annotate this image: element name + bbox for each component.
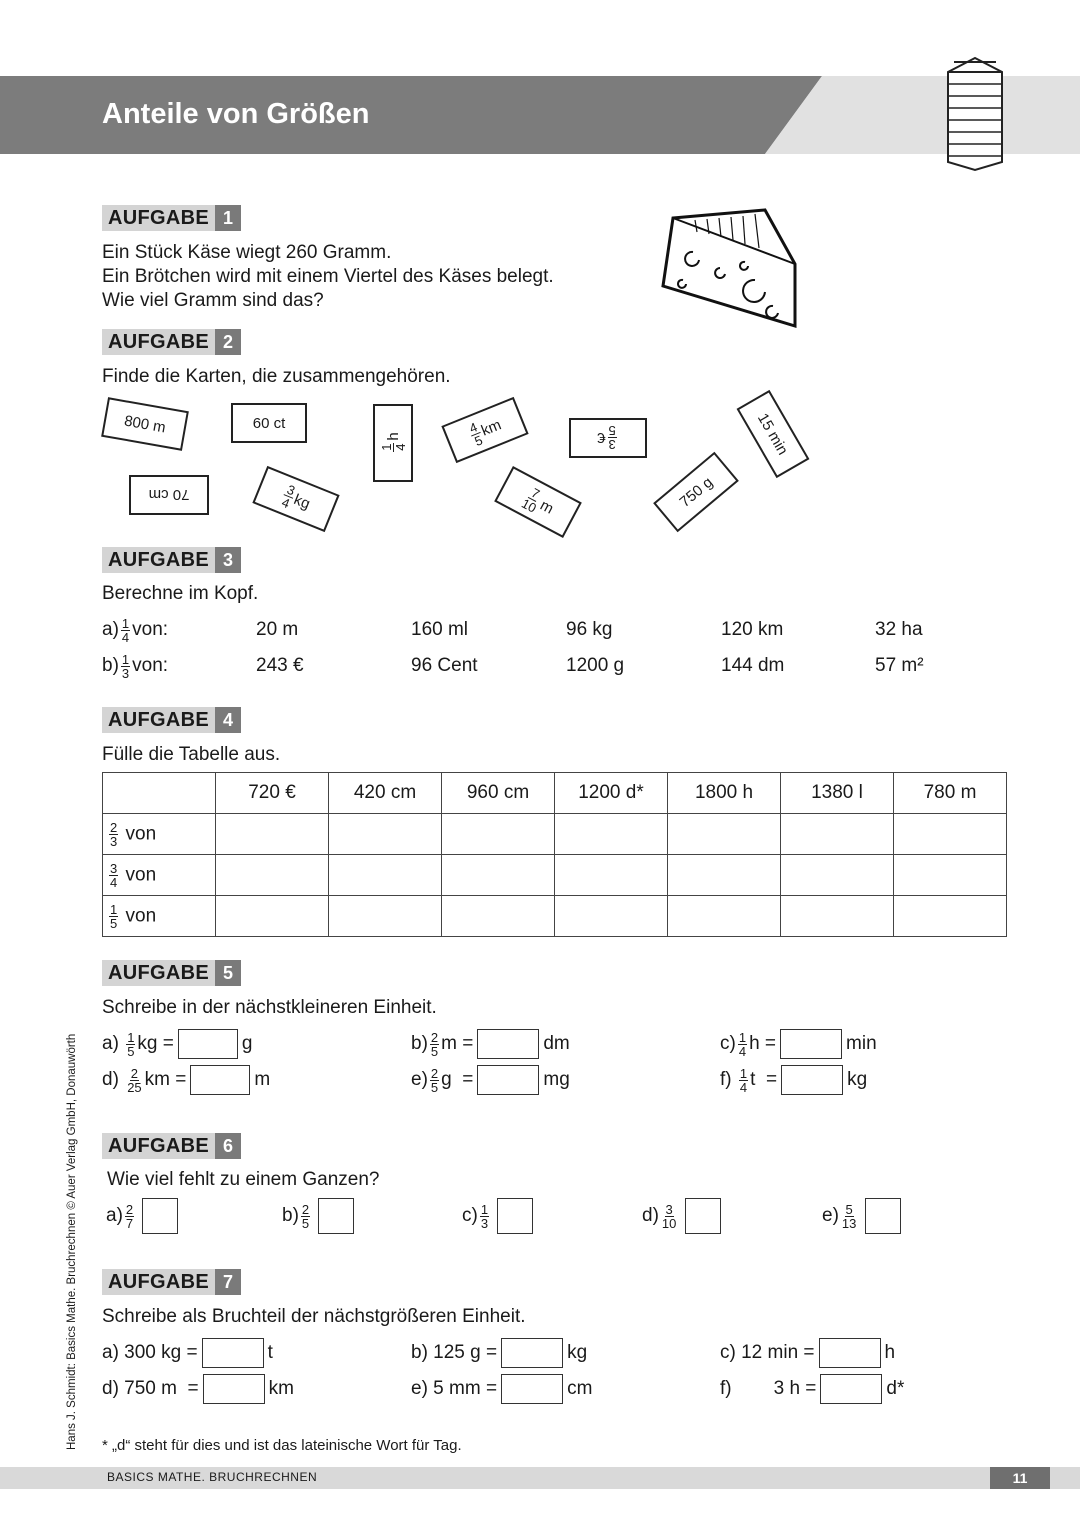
item-label: a) [102, 1033, 119, 1054]
fraction: 1 4 [738, 1029, 747, 1059]
task-label: AUFGABE [102, 960, 215, 986]
item-label: d) 750 m = [102, 1378, 199, 1399]
task-label: AUFGABE [102, 205, 215, 231]
answer-box[interactable] [820, 1374, 882, 1404]
table-header-cell: 1200 d* [555, 773, 668, 814]
card-text: 60 ct [252, 414, 286, 432]
table-header-row [103, 773, 1007, 814]
card-three-fifths-euro [569, 418, 647, 458]
table-cell-input[interactable] [442, 896, 555, 937]
t5-item-a [102, 1027, 252, 1061]
table-row [103, 814, 1007, 855]
footer-title: BASICS MATHE. BRUCHRECHNEN [107, 1470, 318, 1484]
table-cell-input[interactable] [668, 814, 781, 855]
answer-box[interactable] [203, 1374, 265, 1404]
answer-box[interactable] [318, 1198, 354, 1234]
t3-b-val: 96 Cent [411, 655, 478, 676]
equals: = [462, 1033, 474, 1054]
item-label: c) [462, 1205, 478, 1226]
fraction: 1 4 [739, 1065, 748, 1095]
answer-box[interactable] [685, 1198, 721, 1234]
task-label: AUFGABE [102, 1133, 215, 1159]
answer-box[interactable] [501, 1338, 563, 1368]
card-800m [101, 397, 189, 451]
task-6-text: Wie viel fehlt zu einem Ganzen? [107, 1169, 380, 1190]
fraction: 5 13 [841, 1201, 857, 1231]
item-label: c) [720, 1033, 736, 1054]
task-4-text: Fülle die Tabelle aus. [102, 744, 281, 765]
fraction: 3 4 [279, 481, 298, 511]
task-5-text: Schreibe in der nächstkleineren Einheit. [102, 997, 437, 1018]
item-label: f) [720, 1069, 732, 1090]
task-number: 6 [215, 1133, 241, 1159]
t3-a-val: 120 km [721, 619, 784, 640]
t7-item-a [102, 1336, 273, 1370]
item-label: b) [411, 1033, 428, 1054]
fraction: 3 5 [608, 423, 616, 453]
t6-item-d [642, 1199, 721, 1233]
item-label: e) [822, 1205, 839, 1226]
table-header-cell: 420 cm [329, 773, 442, 814]
table-row-header: $\frac{1}{5}$ von [103, 896, 216, 937]
task-5-label [102, 960, 241, 986]
task-number: 7 [215, 1269, 241, 1295]
unit: g [441, 1069, 452, 1090]
t3-a-val: 20 m [256, 619, 299, 640]
task-label: AUFGABE [102, 547, 215, 573]
fraction: 4 5 [466, 418, 485, 449]
t3-b-val: 57 m² [875, 655, 924, 676]
t5-item-d [102, 1063, 270, 1097]
table-header-cell: 780 m [894, 773, 1007, 814]
answer-box[interactable] [497, 1198, 533, 1234]
task-label: AUFGABE [102, 1269, 215, 1295]
task-number: 4 [215, 707, 241, 733]
task-7-text: Schreibe als Bruchteil der nächstgrößeren Einheit. [102, 1306, 526, 1327]
unit: t [750, 1069, 756, 1090]
item-label: b) [282, 1205, 299, 1226]
item-label: f) [720, 1378, 732, 1399]
card-70cm [129, 475, 209, 515]
fraction: 3 10 [661, 1201, 677, 1231]
t6-item-b [282, 1199, 354, 1233]
card-unit: h [384, 432, 402, 441]
item-label: d) [642, 1205, 659, 1226]
task-1-line-2: Ein Brötchen wird mit einem Viertel des Käses belegt. [102, 266, 554, 287]
table-cell-input[interactable] [894, 855, 1007, 896]
unit: h [884, 1342, 896, 1363]
table-cell-input[interactable] [555, 896, 668, 937]
answer-box[interactable] [142, 1198, 178, 1234]
footnote: * „d“ steht für dies und ist das lateinische Wort für Tag. [102, 1437, 462, 1454]
card-four-fifths-km [441, 397, 528, 463]
unit: m [254, 1069, 271, 1090]
fraction: 1 4 [121, 615, 130, 645]
table-row-header: $\frac{3}{4}$ von [103, 855, 216, 896]
table-cell-input[interactable] [781, 896, 894, 937]
card-text: 750 g [676, 473, 716, 511]
t6-item-e [822, 1199, 901, 1233]
item-value: 3 h = [773, 1378, 817, 1399]
fraction: 1 5 [127, 1029, 135, 1059]
t5-item-c [720, 1027, 877, 1061]
answer-box[interactable] [865, 1198, 901, 1234]
card-text: 15 min [754, 410, 792, 458]
table-row [103, 896, 1007, 937]
table-cell-input[interactable] [216, 855, 329, 896]
unit: kg [847, 1069, 868, 1090]
table-header-cell: 960 cm [442, 773, 555, 814]
t6-item-c [462, 1199, 533, 1233]
task-number: 2 [215, 329, 241, 355]
table-cell-input[interactable] [216, 814, 329, 855]
task-3-label [102, 547, 241, 573]
equals: = [765, 1069, 778, 1090]
table-cell-input[interactable] [781, 814, 894, 855]
unit: m [441, 1033, 457, 1054]
item-label: b) [102, 655, 119, 676]
fraction: 7 10 [519, 484, 543, 516]
fraction: 1 3 [121, 651, 130, 681]
t7-item-b [411, 1336, 587, 1370]
equals: = [462, 1069, 474, 1090]
item-label: a) [106, 1205, 123, 1226]
card-unit: kg [291, 490, 313, 513]
card-60ct [231, 403, 307, 443]
task-number: 5 [215, 960, 241, 986]
task-number: 1 [215, 205, 241, 231]
unit: d* [886, 1378, 905, 1399]
table-header-cell: 1800 h [668, 773, 781, 814]
fraction: 2 5 [430, 1029, 439, 1059]
equals: = [764, 1033, 777, 1054]
item-label: e) [411, 1069, 428, 1090]
table-cell-input[interactable] [329, 855, 442, 896]
unit: km [268, 1378, 294, 1399]
fraction: 2 7 [125, 1201, 134, 1231]
unit: mg [543, 1069, 570, 1090]
task-label: AUFGABE [102, 329, 215, 355]
page-number: 11 [990, 1467, 1050, 1489]
table-header-cell: 720 € [216, 773, 329, 814]
t3-a-val: 32 ha [875, 619, 923, 640]
fraction: 1 4 [378, 443, 408, 451]
table-cell-input[interactable] [555, 814, 668, 855]
unit: kg [567, 1342, 588, 1363]
table-cell-input[interactable] [894, 896, 1007, 937]
card-15min [737, 390, 810, 478]
task-4-label [102, 707, 241, 733]
table-row-header: $\frac{2}{3}$ von [103, 814, 216, 855]
card-three-quarters-kg [252, 466, 339, 532]
card-quarter-h [373, 404, 413, 482]
t3-b-val: 243 € [256, 655, 304, 676]
answer-box[interactable] [477, 1029, 539, 1059]
card-unit: m [537, 496, 557, 518]
card-text: 70 cm [148, 486, 190, 504]
t5-item-e [411, 1063, 570, 1097]
equals: = [162, 1033, 174, 1054]
table-corner-cell [103, 773, 216, 814]
cheese-icon [655, 202, 805, 332]
table-cell-input[interactable] [329, 896, 442, 937]
answer-box[interactable] [819, 1338, 881, 1368]
item-label: c) 12 min = [720, 1342, 815, 1363]
answer-box[interactable] [477, 1065, 539, 1095]
answer-box[interactable] [190, 1065, 250, 1095]
copyright-side-text: Hans J. Schmidt: Basics Mathe. Bruchrechnen © Auer Verlag GmbH, Donauwörth [66, 1033, 78, 1450]
unit: dm [543, 1033, 570, 1054]
milk-carton-icon [940, 52, 1010, 172]
table-cell-input[interactable] [442, 855, 555, 896]
fraction: 1 3 [480, 1201, 489, 1231]
table-cell-input[interactable] [894, 814, 1007, 855]
table-cell-input[interactable] [781, 855, 894, 896]
item-label: a) [102, 619, 119, 640]
unit: t [267, 1342, 273, 1363]
task-2-text: Finde die Karten, die zusammengehören. [102, 366, 451, 387]
card-seven-tenths-m [494, 466, 582, 538]
answer-box[interactable] [780, 1029, 842, 1059]
table-cell-input[interactable] [555, 855, 668, 896]
card-unit: € [597, 429, 606, 447]
t7-item-d [102, 1372, 294, 1406]
t3-b-val: 144 dm [721, 655, 785, 676]
table-cell-input[interactable] [442, 814, 555, 855]
task-number: 3 [215, 547, 241, 573]
item-label: e) 5 mm = [411, 1378, 498, 1399]
fill-table [102, 772, 1007, 937]
page-title: Anteile von Größen [102, 98, 370, 130]
task-7-label [102, 1269, 241, 1295]
fraction: 2 5 [301, 1201, 310, 1231]
task-3-row-b-label [102, 649, 168, 683]
table-cell-input[interactable] [329, 814, 442, 855]
card-unit: km [478, 415, 504, 440]
task-6-label [102, 1133, 241, 1159]
t7-item-c [720, 1336, 895, 1370]
table-cell-input[interactable] [668, 896, 781, 937]
task-3-text: Berechne im Kopf. [102, 583, 259, 604]
item-label: a) 300 kg = [102, 1342, 198, 1363]
von-text: von: [132, 619, 169, 640]
unit: min [846, 1033, 877, 1054]
task-1-line-3: Wie viel Gramm sind das? [102, 290, 324, 311]
task-2-label [102, 329, 241, 355]
table-cell-input[interactable] [668, 855, 781, 896]
item-label: b) 125 g = [411, 1342, 498, 1363]
task-3-row-a-label [102, 613, 168, 647]
answer-box[interactable] [781, 1065, 843, 1095]
table-header-cell: 1380 l [781, 773, 894, 814]
t7-item-e [411, 1372, 592, 1406]
answer-box[interactable] [202, 1338, 264, 1368]
task-1-label [102, 205, 241, 231]
unit: kg [137, 1033, 158, 1054]
unit: km [144, 1069, 170, 1090]
t3-b-val: 1200 g [566, 655, 625, 676]
item-label: d) [102, 1069, 119, 1090]
t3-a-val: 96 kg [566, 619, 613, 640]
table-row [103, 855, 1007, 896]
unit: h [749, 1033, 760, 1054]
equals: = [175, 1069, 187, 1090]
card-750g [653, 452, 739, 533]
task-1-line-1: Ein Stück Käse wiegt 260 Gramm. [102, 242, 392, 263]
t3-a-val: 160 ml [411, 619, 469, 640]
answer-box[interactable] [178, 1029, 238, 1059]
t6-item-a [106, 1199, 178, 1233]
task-label: AUFGABE [102, 707, 215, 733]
von-text: von: [132, 655, 169, 676]
fraction: 2 5 [430, 1065, 439, 1095]
answer-box[interactable] [501, 1374, 563, 1404]
t5-item-b [411, 1027, 570, 1061]
unit: g [241, 1033, 253, 1054]
unit: cm [567, 1378, 593, 1399]
card-text: 800 m [122, 412, 168, 436]
fraction: 2 25 [127, 1065, 142, 1095]
t7-item-f [720, 1372, 904, 1406]
table-cell-input[interactable] [216, 896, 329, 937]
t5-item-f [720, 1063, 867, 1097]
